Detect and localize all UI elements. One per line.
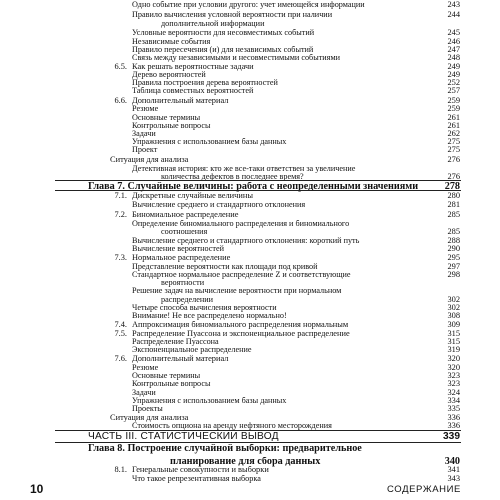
entry-title: Резюме — [132, 364, 159, 372]
section-number: 7.5. — [114, 329, 127, 338]
page-ref: 285 — [447, 210, 460, 219]
entry-title: количества дефектов в последнее время? — [161, 173, 304, 181]
section-number: 7.3. — [114, 253, 127, 262]
page-ref: 320 — [447, 363, 460, 372]
page-ref: 259 — [447, 96, 460, 105]
page-ref: 298 — [447, 270, 460, 279]
entry-title: Таблица совместных вероятностей — [132, 87, 254, 95]
page-ref: 276 — [447, 172, 460, 181]
entry-title: Упражнения с использованием базы данных — [132, 397, 287, 405]
entry-title: Внимание! Не все распределено нормально! — [132, 312, 287, 320]
page-ref: 334 — [447, 396, 460, 405]
page-ref: 309 — [447, 320, 460, 329]
entry-title: Одно событие при условии другого: учет имеющейся информации — [132, 1, 365, 9]
page-ref: 257 — [447, 86, 460, 95]
page-number: 10 — [30, 482, 44, 496]
page-ref: 262 — [447, 129, 460, 138]
entry-title: Ситуация для анализа — [110, 156, 189, 164]
entry-title: Правило пересечения (и) для независимых событий — [132, 46, 314, 54]
page-ref: 245 — [447, 28, 460, 37]
page-ref: 343 — [447, 474, 460, 483]
entry-title: Биномиальное распределение — [132, 211, 239, 219]
page-ref: 335 — [447, 404, 460, 413]
entry-title: Задачи — [132, 130, 156, 138]
page-ref: 302 — [447, 295, 460, 304]
page-ref: 261 — [447, 113, 460, 122]
page-ref: 295 — [447, 253, 460, 262]
page-ref: 297 — [447, 262, 460, 271]
page-ref: 308 — [447, 311, 460, 320]
entry-title: Задачи — [132, 389, 156, 397]
entry-title: Вычисление среднего и стандартного отклонения — [132, 201, 306, 209]
section-number: 8.1. — [114, 465, 127, 474]
entry-title: Глава 8. Построение случайной выборки: предварительное — [88, 444, 362, 454]
chapter-rule — [55, 442, 461, 443]
entry-title: Что такое репрезентативная выборка — [132, 475, 261, 483]
page-ref: 252 — [447, 78, 460, 87]
entry-title: ЧАСТЬ III. СТАТИСТИЧЕСКИЙ ВЫВОД — [88, 432, 279, 442]
entry-title: Независимые события — [132, 38, 211, 46]
page-ref: 324 — [447, 388, 460, 397]
page-ref: 259 — [447, 104, 460, 113]
page-ref: 315 — [447, 337, 460, 346]
entry-title: Глава 7. Случайные величины: работа с неопределенными значениями — [88, 182, 419, 192]
page-ref: 244 — [447, 10, 460, 19]
page-ref: 323 — [447, 379, 460, 388]
entry-title: Правила построения дерева вероятностей — [132, 79, 278, 87]
section-number: 6.5. — [114, 62, 127, 71]
page-ref: 275 — [447, 137, 460, 146]
entry-title: Правило вычисления условной вероятности при наличии — [132, 11, 333, 19]
page-ref: 341 — [447, 465, 460, 474]
entry-title: Как решать вероятностные задачи — [132, 63, 254, 71]
entry-title: Вычисление вероятностей — [132, 245, 224, 253]
entry-title: Дискретные случайные величины — [132, 192, 253, 200]
entry-title: Дополнительный материал — [132, 355, 229, 363]
chapter-rule — [55, 430, 461, 431]
entry-title: дополнительной информации — [161, 20, 265, 28]
running-head: СОДЕРЖАНИЕ — [387, 484, 461, 495]
page-ref: 339 — [443, 431, 460, 442]
entry-title: Стандартное нормальное распределение Z и соответствующие — [132, 271, 351, 279]
page-ref: 336 — [447, 421, 460, 430]
page-ref: 261 — [447, 121, 460, 130]
entry-title: Экспоненциальное распределение — [132, 346, 252, 354]
entry-title: Представление вероятности как площади под кривой — [132, 263, 318, 271]
entry-title: Основные термины — [132, 372, 201, 380]
page-ref: 249 — [447, 62, 460, 71]
entry-title: Детективная история: кто же все-таки ответствен за увеличение — [132, 165, 356, 173]
page-ref: 336 — [447, 413, 460, 422]
entry-title: Контрольные вопросы — [132, 122, 211, 130]
chapter-rule — [55, 180, 461, 181]
entry-title: Упражнения с использованием базы данных — [132, 138, 287, 146]
page-ref: 290 — [447, 244, 460, 253]
section-number: 7.2. — [114, 210, 127, 219]
entry-title: Проект — [132, 146, 158, 154]
page-ref: 246 — [447, 37, 460, 46]
entry-title: Распределение Пуассона и экспоненциальное распределение — [132, 330, 350, 338]
page-ref: 243 — [447, 0, 460, 9]
entry-title: Четыре способа вычисления вероятности — [132, 304, 277, 312]
entry-title: Генеральные совокупности и выборки — [132, 466, 269, 474]
section-number: 7.1. — [114, 191, 127, 200]
entry-title: Решение задач на вычисление вероятности при нормальном — [132, 287, 342, 295]
page-ref: 320 — [447, 354, 460, 363]
section-number: 6.6. — [114, 96, 127, 105]
entry-title: Основные термины — [132, 114, 201, 122]
section-number: 7.4. — [114, 320, 127, 329]
page-ref: 281 — [447, 200, 460, 209]
page-ref: 276 — [447, 155, 460, 164]
page-ref: 288 — [447, 236, 460, 245]
entry-title: Дерево вероятностей — [132, 71, 206, 79]
entry-title: Стоимость опциона на аренду нефтяного месторождения — [132, 422, 332, 430]
page-ref: 323 — [447, 371, 460, 380]
page-ref: 249 — [447, 70, 460, 79]
section-number: 7.6. — [114, 354, 127, 363]
page-ref: 302 — [447, 303, 460, 312]
page-ref: 278 — [444, 181, 460, 192]
entry-title: Аппроксимация биномиального распределения нормальным — [132, 321, 349, 329]
page-ref: 247 — [447, 45, 460, 54]
page-ref: 315 — [447, 329, 460, 338]
page-ref: 275 — [447, 145, 460, 154]
entry-title: вероятности — [161, 279, 205, 287]
entry-title: Дополнительный материал — [132, 97, 229, 105]
entry-title: Проекты — [132, 405, 163, 413]
page-ref: 319 — [447, 345, 460, 354]
entry-title: Определение биномиального распределения и биномиального — [132, 220, 350, 228]
page-ref: 248 — [447, 53, 460, 62]
entry-title: Распределение Пуассона — [132, 338, 219, 346]
entry-title: Нормальное распределение — [132, 254, 231, 262]
entry-title: Ситуация для анализа — [110, 414, 189, 422]
entry-title: распределении — [161, 296, 214, 304]
entry-title: Связь между независимыми и несовместимыми событиями — [132, 54, 341, 62]
page-ref: 340 — [444, 456, 460, 467]
chapter-rule — [55, 190, 461, 191]
page-ref: 280 — [447, 191, 460, 200]
entry-title: Условные вероятности для несовместимых событий — [132, 29, 315, 37]
entry-title: планирование для сбора данных — [170, 457, 321, 467]
page-ref: 285 — [447, 227, 460, 236]
entry-title: Резюме — [132, 105, 159, 113]
entry-title: Вычисление среднего и стандартного отклонения: короткий путь — [132, 237, 360, 245]
entry-title: соотношения — [161, 228, 208, 236]
entry-title: Контрольные вопросы — [132, 380, 211, 388]
